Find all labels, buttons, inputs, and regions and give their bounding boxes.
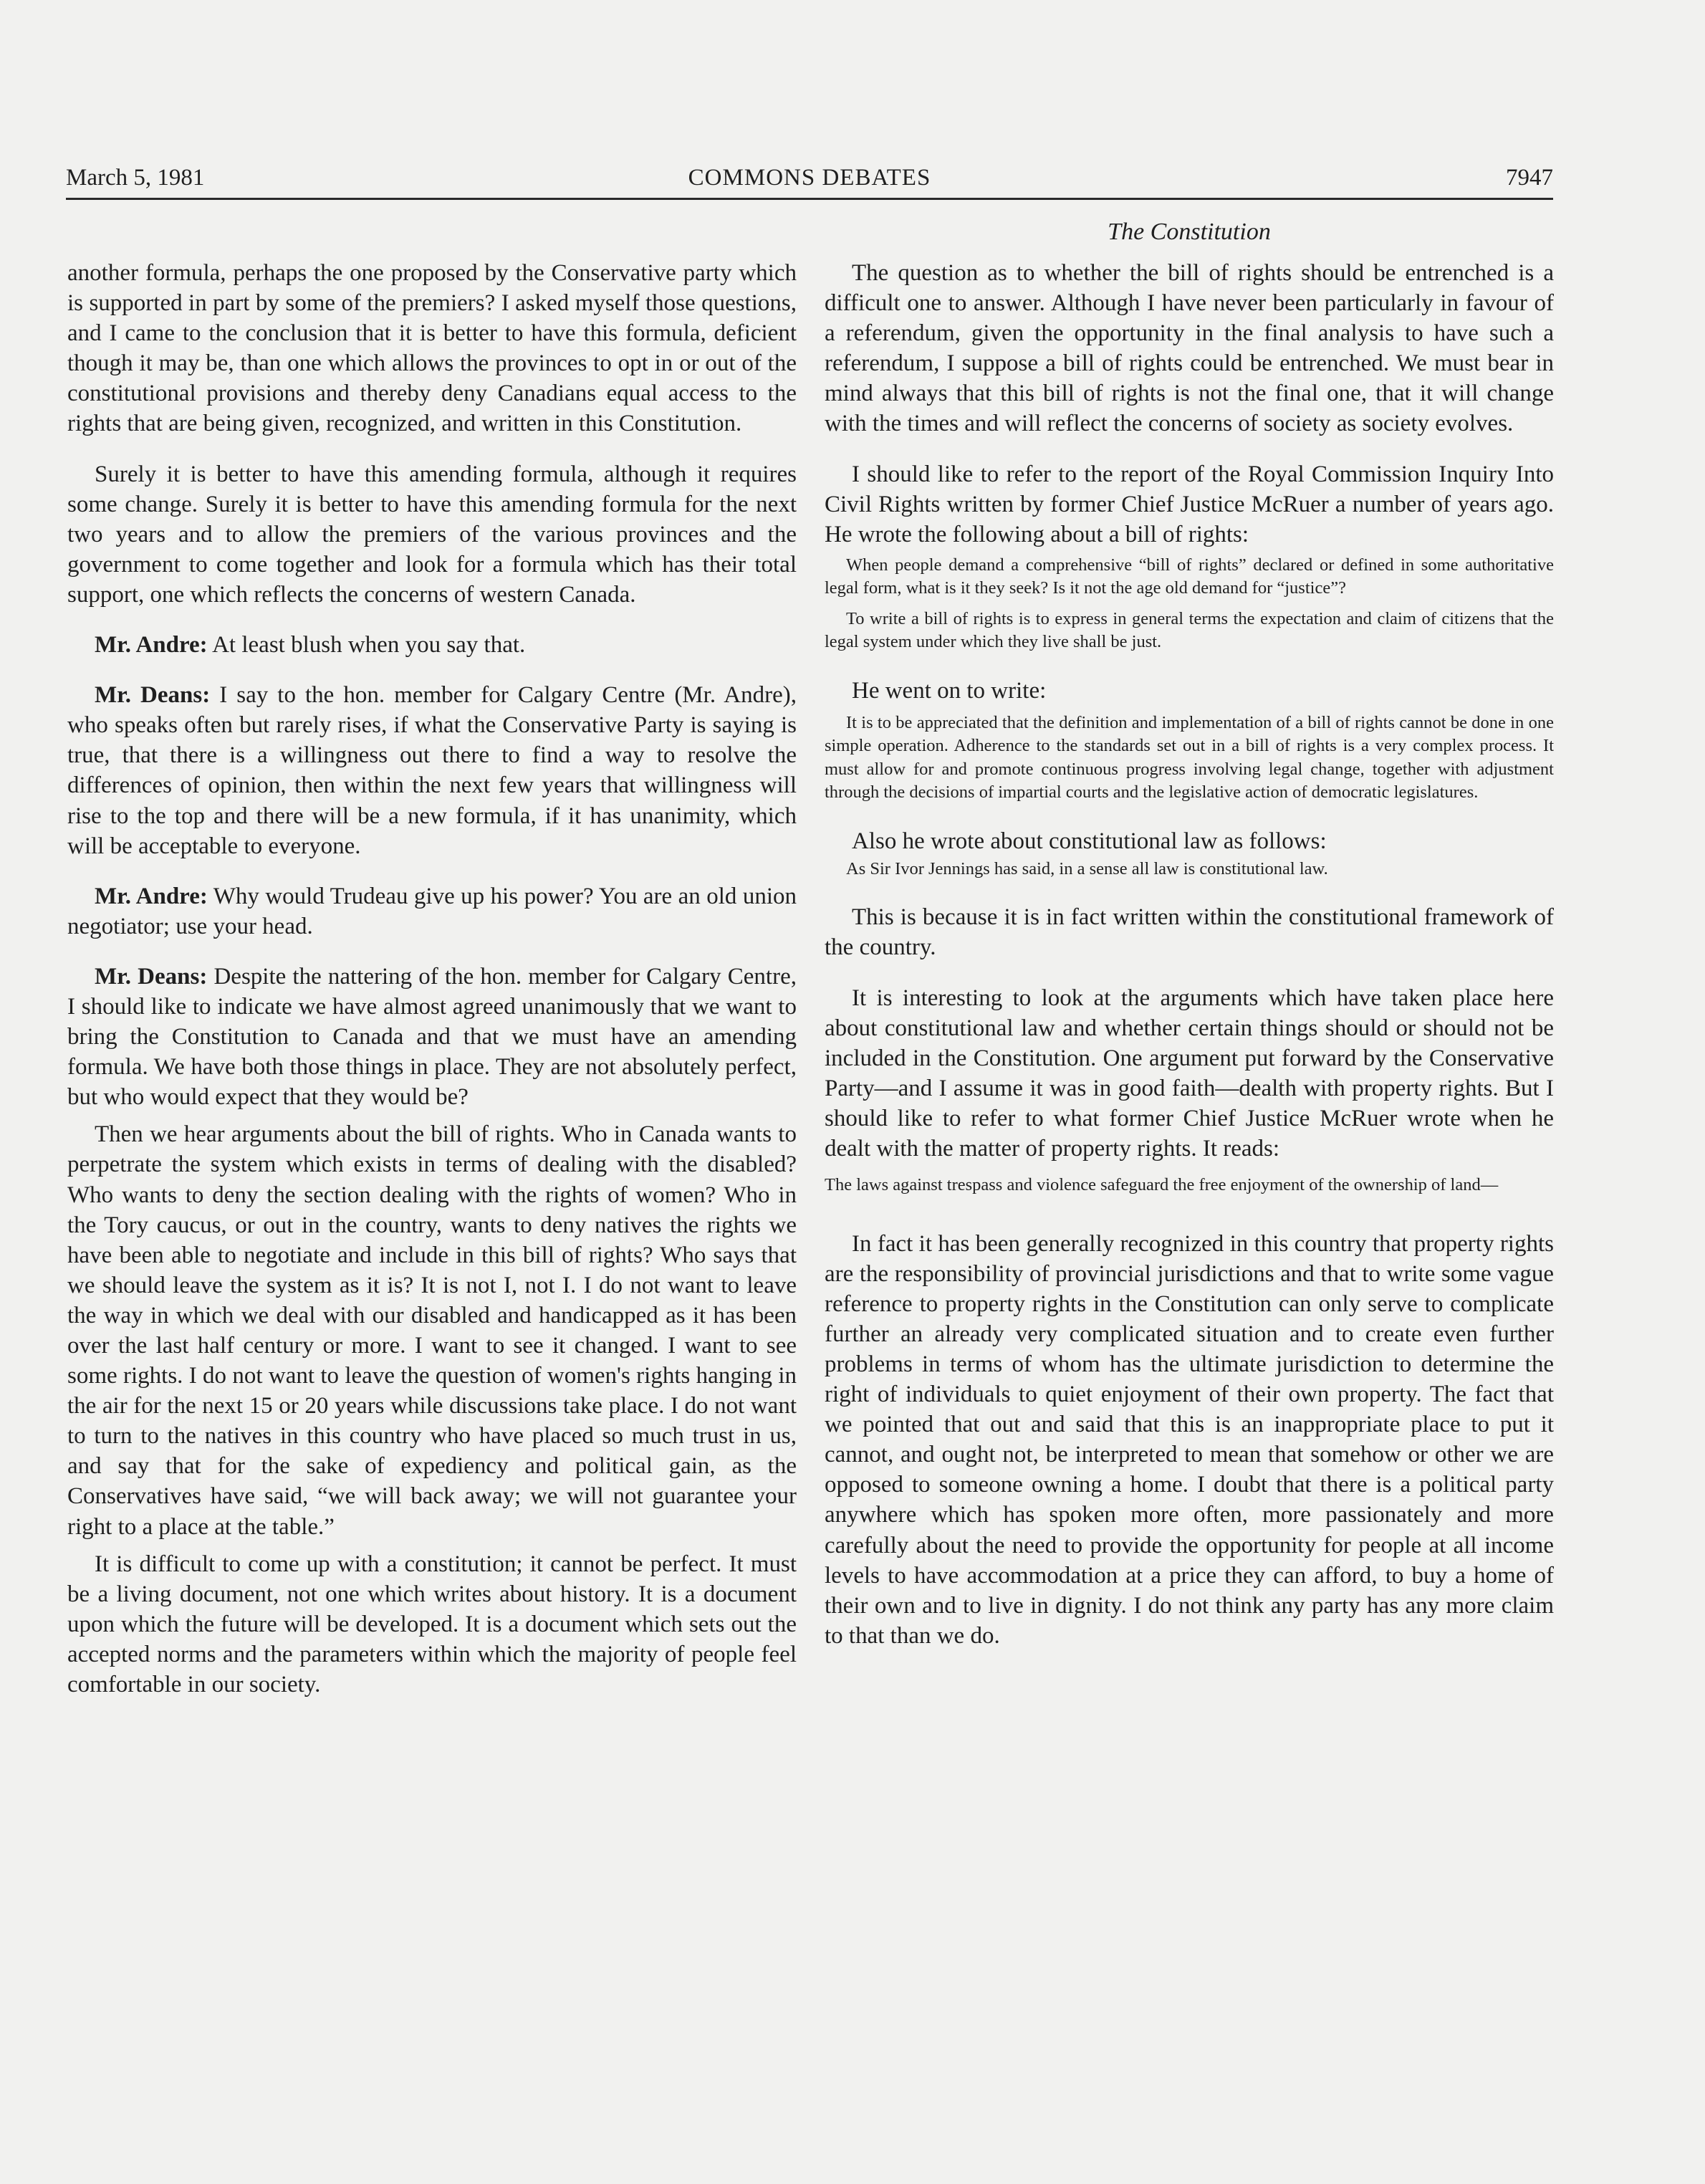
paragraph: It is difficult to come up with a constitution; it cannot be perfect. It must be a living document, not one which writes about history. It is a document upon which the future will be developed. It is a document which sets out the accepted norms and the parameters within which the majority of people feel comfortable in our society. — [67, 1551, 797, 1698]
paragraph: This is because it is in fact written within the constitutional framework of the country. — [825, 904, 1554, 961]
speech-text: I say to the hon. member for Calgary Centre (Mr. Andre), who speaks often but rarely rises, if what the Conservative Party is saying is true, that there is a willingness out there to find a way to resolve the differences of opinion, then within the next few years that willingness will rise to the top and there will be a new formula, if it has unanimity, which will be acceptable to everyone. — [67, 682, 797, 859]
speech-text: At least blush when you say that. — [207, 632, 526, 658]
paragraph: another formula, perhaps the one proposed by the Conservative party which is supported in part by some of the premiers? I asked myself those questions, and I came to the conclusion that it is better to have this formula, deficient though it may be, than one which allows the provinces to opt in or out of the constitutional provisions and thereby deny Canadians equal access to the rights that are being given, recognized, and written in this Constitution. — [67, 260, 797, 437]
paragraph: The question as to whether the bill of rights should be entrenched is a difficult one to answer. Although I have never been particularly in favour of a referendum, given the opportunity in the final analysis to have such a referendum, I suppose a bill of rights could be entrenched. We must bear in mind always that this bill of rights is not the final one, that it will change with the times and will reflect the concerns of society as society evolves. — [825, 260, 1554, 437]
paragraph: He went on to write: — [852, 677, 1047, 704]
paragraph: It is interesting to look at the arguments which have taken place here about constitutional law and whether certain things should or should not be included in the Constitution. One argument put forward by the Conservative Party—and I assume it was in good faith—dealth with property rights. But I should like to refer to what former Chief Justice McRuer wrote when he dealt with the matter of property rights. It reads: — [825, 985, 1554, 1162]
speech-deans-1 — [67, 680, 797, 861]
block-quote: The laws against trespass and violence safeguard the free enjoyment of the ownership of land— — [825, 1175, 1499, 1195]
left-column — [67, 258, 797, 1720]
speech-andre-1 — [67, 630, 797, 660]
speech-text: Despite the nattering of the hon. member for Calgary Centre, I should like to indicate we have almost agreed unanimously that we want to bring the Constitution to Canada and that we must have an amending formula. We have both those things in place. They are not absolutely perfect, but who would expect that they would be? — [67, 963, 797, 1111]
speaker-name: Mr. Andre: — [95, 883, 208, 909]
block-quote: It is to be appreciated that the definition and implementation of a bill of rights cannot be done in one simple operation. Adherence to the standards set out in a bill of rights is a very complex process. It must allow for and promote continuous progress involving legal change, together with adjustment through the decisions of impartial courts and the legislative action of democratic legislatures. — [825, 712, 1554, 803]
speech-andre-2 — [67, 881, 797, 942]
speaker-name: Mr. Andre: — [95, 632, 208, 658]
speech-deans-2 — [67, 962, 797, 1112]
section-title: The Constitution — [1108, 219, 1271, 245]
speaker-name: Mr. Deans: — [95, 682, 211, 709]
paragraph: Surely it is better to have this amending formula, although it requires some change. Surely it is better to have this amending formula for the next two years and to allow the premiers of the various provinces and the government to come together and look for a formula which has their total support, one which reflects the concerns of western Canada. — [67, 461, 797, 608]
paragraph: Also he wrote about constitutional law as follows: — [852, 828, 1327, 854]
paragraph: In fact it has been generally recognized in this country that property rights are the responsibility of provincial jurisdictions and that to write some vague reference to property rights in the Constitution can only serve to complicate further an already very complicated situation and to create even further problems in terms of whom has the ultimate jurisdiction to determine the right of individuals to quiet enjoyment of their own property. The fact that we pointed that out and said that this is an inappropriate place to put it cannot, and ought not, be interpreted to mean that somehow or other we are opposed to someone owning a home. I doubt that there is a political party anywhere which has spoken more often, more passionately and more carefully about the need to provide the opportunity for people at all income levels to have accommodation at a price they can afford, to buy a home of their own and to live in dignity. I do not think any party has any more claim to that than we do. — [825, 1230, 1554, 1649]
block-quote: As Sir Ivor Jennings has said, in a sense all law is constitutional law. — [846, 858, 1328, 878]
header-date: March 5, 1981 — [66, 165, 205, 191]
speech-text: Why would Trudeau give up his power? You are an old union negotiator; use your head. — [67, 883, 797, 939]
page-header — [66, 162, 1553, 200]
right-column — [825, 216, 1554, 1671]
header-title: COMMONS DEBATES — [688, 165, 931, 191]
block-quote: To write a bill of rights is to express in general terms the expectation and claim of citizens that the legal system under which they live shall be just. — [825, 608, 1554, 652]
block-quote: When people demand a comprehensive “bill of rights” declared or defined in some authoritative legal form, what is it they seek? Is it not the age old demand for “justice”? — [825, 555, 1554, 598]
header-page-number: 7947 — [1506, 165, 1553, 191]
speaker-name: Mr. Deans: — [95, 963, 208, 990]
paragraph: Then we hear arguments about the bill of rights. Who in Canada wants to perpetrate the system which exists in terms of dealing with the disabled? Who wants to deny the section dealing with the rights of women? Who in the Tory caucus, or out in the country, wants to deny natives the rights we have been able to negotiate and include in this bill of rights? Who says that we should leave the system as it is? It is not I, not I. I do not want to leave the way in which we deal with our disabled and handicapped as it has been over the last half century or more. I want to see it changed. I want to see some rights. I do not want to leave the question of women's rights hanging in the air for the next 15 or 20 years while discussions take place. I do not want to turn to the natives in this country who have placed so much trust in us, and say that for the sake of expediency and political gain, as the Conservatives have said, “we will back away; we will not guarantee your right to a place at the table.” — [67, 1121, 797, 1540]
paragraph: I should like to refer to the report of the Royal Commission Inquiry Into Civil Rights written by former Chief Justice McRuer a number of years ago. He wrote the following about a bill of rights: — [825, 461, 1554, 547]
